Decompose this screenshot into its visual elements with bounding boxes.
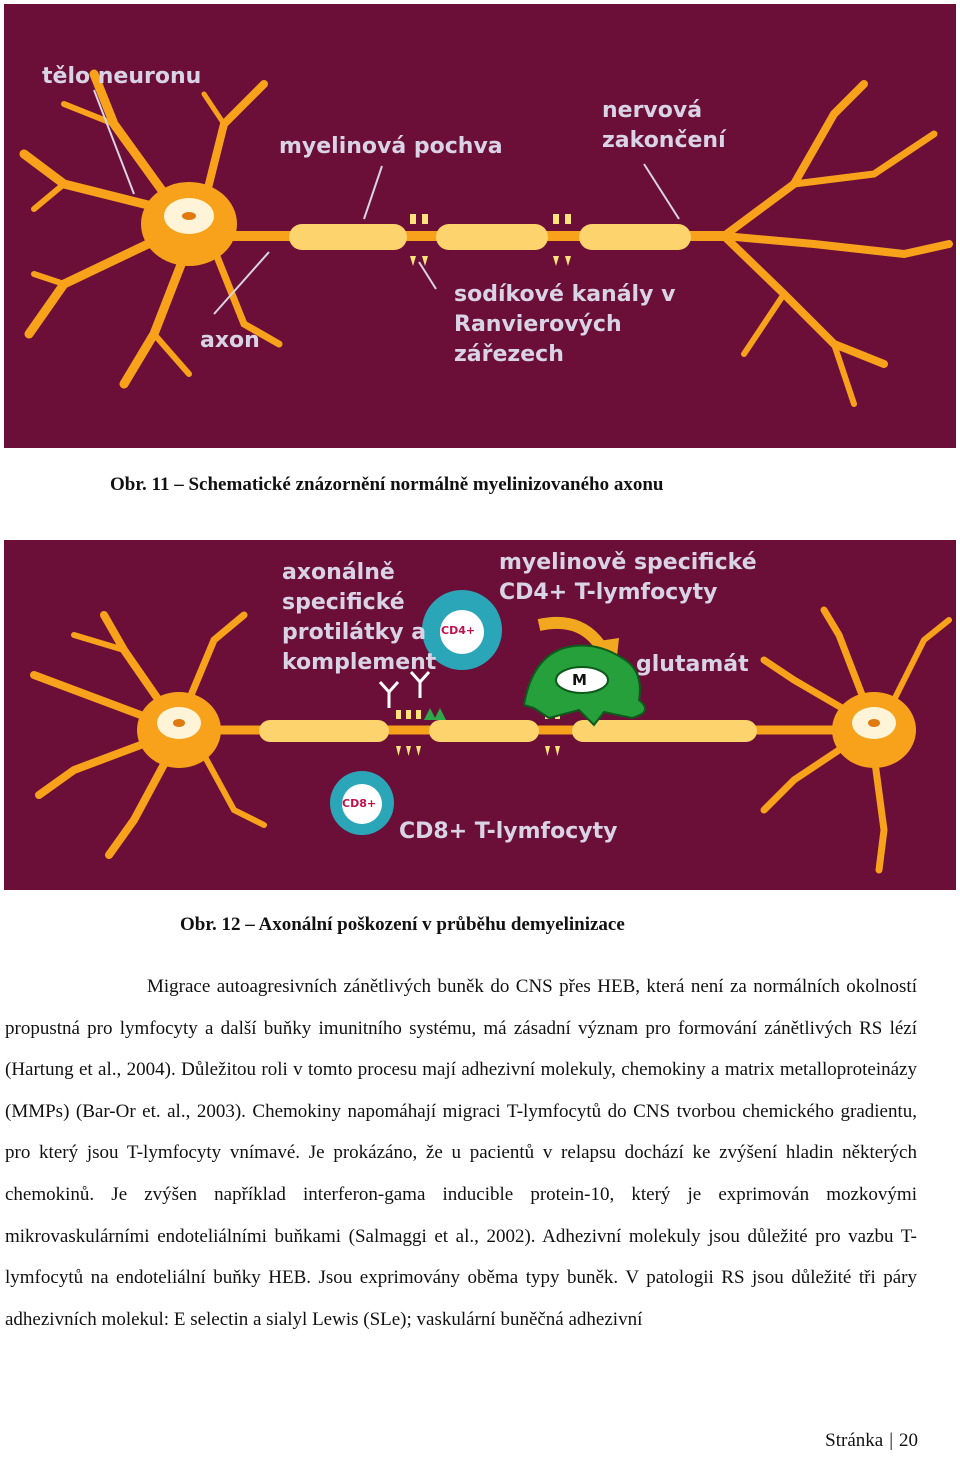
- label-sodium-channels: sodíkové kanály v Ranvierových zářezech: [454, 282, 676, 367]
- label-cd8-cells: CD8+ T-lymfocyty: [399, 819, 618, 844]
- label-nerve-endings: nervová zakončení: [602, 98, 726, 153]
- myelin-segments: [259, 720, 757, 742]
- page-number: 20: [899, 1430, 918, 1451]
- separator: |: [889, 1430, 893, 1451]
- complement-icon: [424, 708, 446, 720]
- paragraph: Migrace autoagresivních zánětlivých buněk do CNS přes HEB, která není za normálních okolností propustná pro lymfocyty a další buňky imunitního systému, má zásadní význam pro formování zánětlivých RS lézí (Hartung et al., 2004). Důležitou roli v tomto procesu mají adhezivní molekuly, chemokiny a matrix metalloproteinázy (MMPs) (Bar-Or et. al., 2003). Chemokiny napomáhají migraci T-lymfocytů do CNS tvorbou chemického gradientu, pro který jsou T-lymfocyty vnímavé. Je prokázáno, že u pacientů v relapsu dochází ke zvýšení hladin některých chemokinů. Je zvýšen například interferon-gama inducible protein-10, který je exprimován mozkovými mikrovaskulárními endoteliálními buňkami (Salmaggi et al., 2002). Adhezivní molekuly jsou důležité pro vazbu T-lymfocytů na endoteliální buňky HEB. Jsou exprimovány oběma typy buněk. V patologii RS jsou důležité tři páry adhezivních molekul: E selectin a sialyl Lewis (SLe); vaskulární buněčná adhezivní: [5, 976, 917, 1330]
- label-antibodies: axonálně specifické protilátky a komplement: [282, 560, 437, 675]
- figure-caption-12: Obr. 12 – Axonální poškození v průběhu demyelinizace: [180, 914, 625, 935]
- label-axon: axon: [200, 328, 260, 353]
- badge-cd4: CD4+: [441, 624, 476, 637]
- page-footer: [825, 1430, 918, 1452]
- badge-cd8: CD8+: [342, 797, 377, 810]
- figure-myelinated-axon: [4, 4, 956, 448]
- body-text: [5, 966, 917, 1340]
- myelin-segments: [289, 224, 691, 250]
- figure-caption-11: Obr. 11 – Schematické znázornění normálně myelinizovaného axonu: [110, 474, 664, 495]
- label-myelin-sheath: myelinová pochva: [279, 134, 503, 159]
- figure-axonal-damage: [4, 540, 956, 890]
- badge-macrophage: M: [572, 671, 587, 689]
- label-cell-body: tělo neuronu: [42, 64, 202, 89]
- label-glutamate: glutamát: [636, 652, 749, 677]
- page-label: Stránka: [825, 1430, 884, 1451]
- label-cd4-cells: myelinově specifické CD4+ T-lymfocyty: [499, 550, 757, 605]
